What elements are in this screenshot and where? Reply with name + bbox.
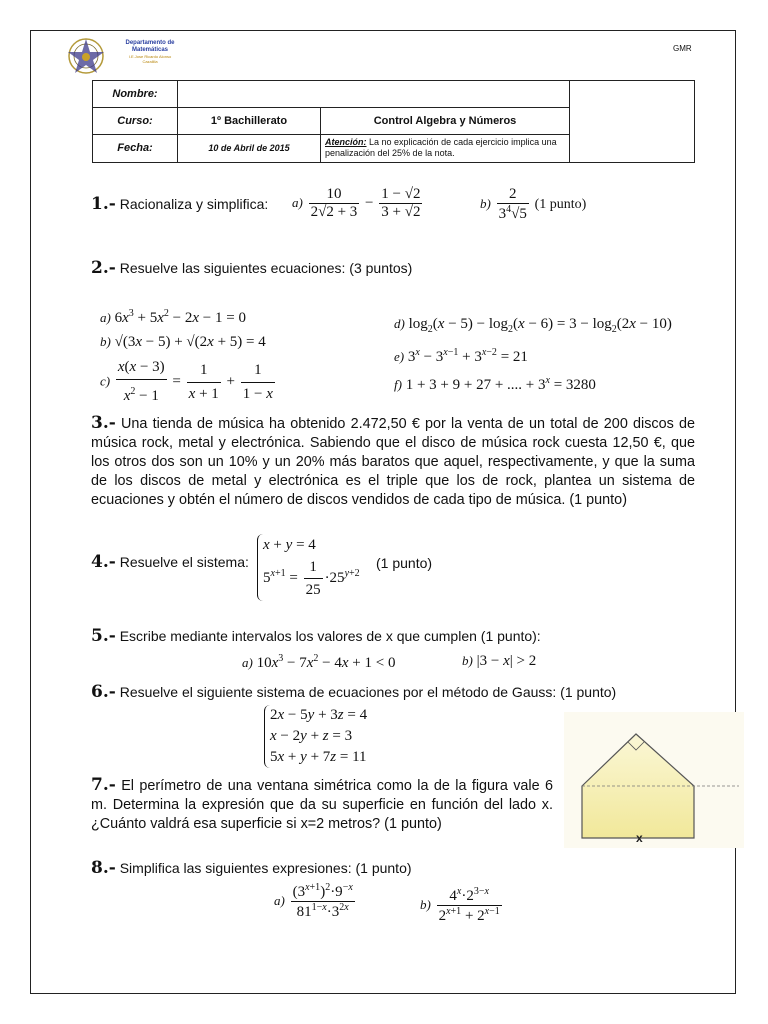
q4-system: x + y = 4 $5^{x+1}$ = $\frac{1}{25}$ $\cdot 25^{y+2}$ [257, 534, 360, 601]
exam-header-table [92, 80, 695, 163]
question-2: 2.- Resuelve las siguientes ecuaciones: (3 puntos) [91, 258, 413, 278]
curso-value: 1º Bachillerato [178, 108, 321, 134]
question-7: 7.- El perímetro de una ventana simétrica como la de la figura vale 6 m. Determina la expresión que da su superficie en función del lado x. ¿Cuánto valdrá esa superficie si x=2 metros? (1 punto) [91, 775, 553, 832]
q4-points: (1 punto) [376, 555, 433, 571]
question-6: 6.- Resuelve el siguiente sistema de ecuaciones por el método de Gauss: (1 punto) [91, 682, 617, 702]
question-3: 3.- Una tienda de música ha obtenido 2.472,50 € por la venta de un total de 200 discos de música rock, metal y electrónica. Sabiendo que el disco de música rock cuesta 12,50 €, que los otros dos son un 10% y un 20% más baratos que aquel, respectivamente, y que la suma de los discos de metal y electrónica es el triple que los de rock, plantea un sistema de ecuaciones y obtén el número de discos vendidos de cada tipo de música. (1 punto) [91, 413, 696, 508]
atencion-note: Atención: La no explicación de cada ejercicio implica una penalización del 25% de la nota. [321, 134, 570, 162]
star-logo-icon [60, 36, 112, 76]
q1-expr-a: a) $\frac{10}{2√2 + 3}$ − $\frac{1 - √2}{3 + √2}$ [292, 186, 421, 220]
question-1: 1.- Racionaliza y simplifica: [91, 194, 269, 214]
q8-expr-b: b) $\frac{4^x\cdot 2^{3-x}}{2^{x+1} + 2^{x-1}}$ [420, 886, 500, 924]
author-initials: GMR [673, 44, 692, 53]
nombre-label: Nombre: [93, 81, 178, 108]
grade-box[interactable] [570, 81, 695, 163]
q8-expr-a: a) $\frac{(3^{x+1})^2\cdot 9^{-x}}{81^{1-x}\cdot 3^{2x}}$ [274, 882, 353, 920]
department-logo [60, 36, 112, 81]
fecha-label: Fecha: [93, 134, 178, 162]
question-5: 5.- Escribe mediante intervalos los valores de x que cumplen (1 punto): [91, 626, 541, 646]
q5-inequality-a: a) $10x^3 - 7x^2 - 4x + 1 < 0$ [242, 653, 396, 671]
fecha-value: 10 de Abril de 2015 [178, 134, 321, 162]
q1-expr-b: b) $\frac{2}{3^4√5}$ (1 punto) [480, 186, 587, 222]
window-figure [564, 712, 744, 853]
department-name: Departamento de Matemáticas I.E.Jose Ricardo Alonso Cazalilla [125, 40, 175, 64]
q6-system: 2x − 5y + 3z = 4 x − 2y + z = 3 5x + y + 7z = 11 [264, 705, 367, 768]
nombre-field[interactable] [178, 81, 570, 108]
question-8: 8.- Simplifica las siguientes expresiones: (1 punto) [91, 858, 412, 878]
question-4: 4.- Resuelve el sistema: [91, 552, 249, 572]
q5-inequality-b: b) |3 − x| > 2 [462, 653, 537, 669]
q2-equations-right: d) $\log_2(x - 5) - \log_2(x - 6) = 3 - \log_2(2x - 10)$ e) $3^x - 3^{x-1} + 3^{x-2} = 21$ f) 1 + 3 + 9 + 27 + .... + $3^x = 3280$ [394, 316, 672, 393]
curso-label: Curso: [93, 108, 178, 134]
window-side-label: x [636, 831, 643, 845]
q2-equations-left: a) $6x^3 + 5x^2 - 2x - 1 = 0$ b) √(3x − 5) + √(2x + 5) = 4 c) $\frac{x(x - 3)}{x^2 - 1}$ = $\frac{1}{x + 1}$ + $\frac{1}{1 - x}$ [100, 308, 273, 404]
exam-title: Control Algebra y Números [321, 108, 570, 134]
